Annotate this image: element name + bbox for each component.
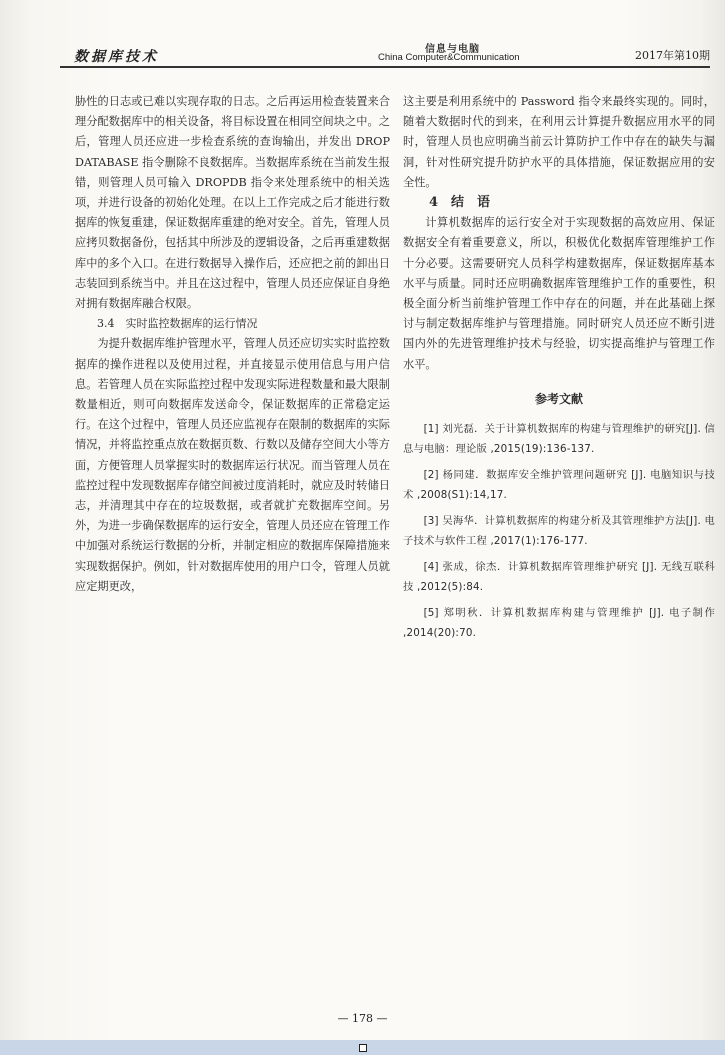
- journal-brand-cn: 信息与电脑: [425, 44, 480, 55]
- paragraph: 这主要是利用系统中的 Password 指令来最终实现的。同时，随着大数据时代的到来，在利用云计算提升数据应用水平的同时，管理人员也应明确当前云计算防护工作中存在的缺失与漏洞，针对性研究提升防护水平的具体措施，保证数据应用的安全性。: [403, 95, 715, 189]
- journal-brand-en: China Computer&Communication: [378, 52, 520, 63]
- bleed-through-shadow: [95, 620, 695, 960]
- right-column: [403, 92, 715, 649]
- reference-item: [2] 杨同建．数据库安全维护管理问题研究 [J]. 电脑知识与技术 ,2008(S1):14,17.: [403, 469, 715, 502]
- scan-marker: [359, 1044, 367, 1052]
- journal-section-title: 数据库技术: [74, 49, 159, 65]
- issue-number: 2017年第10期: [635, 49, 710, 62]
- reference-item: [1] 刘光磊．关于计算机数据库的构建与管理维护的研究[J]. 信息与电脑：理论版 ,2015(19):136-137.: [403, 423, 715, 456]
- reference-item: [4] 张成，徐杰．计算机数据库管理维护研究 [J]. 无线互联科技 ,2012(5):84.: [403, 561, 715, 594]
- paragraph: 胁性的日志或已难以实现存取的日志。之后再运用检查装置来合理分配数据库中的相关设备，将目标设置在相同空间块之中。之后，管理人员还应进一步检查系统的查询输出，并发出 DROP DATABASE 指令删除不良数据库。当数据库系统在当前发生报错，则管理人员可输入 DROPDB 指令来处理系统中的相关选项，并进行设备的初始化处理。在以上工作完成之后才能进行数据库的恢复重建，保证数据库重建的绝对安全。首先，管理人员应拷贝数据备份，包括其中所涉及的逻辑设备，之后再重建数据库中的多个入口。在进行数据导入操作后，还应把之前的卸出日志装回到系统当中。并且在这过程中，管理人员还应保证自身绝对拥有数据库融合权限。: [75, 95, 390, 311]
- reference-item: [5] 郑明秋．计算机数据库构建与管理维护 [J]. 电子制作 ,2014(20):70.: [403, 607, 715, 640]
- subsection-heading: 3.4 实时监控数据库的运行情况: [97, 317, 258, 331]
- header-rule: [60, 66, 710, 68]
- left-column: [75, 92, 390, 597]
- paragraph: 计算机数据库的运行安全对于实现数据的高效应用、保证数据安全有着重要意义，所以，积极优化数据库管理维护工作十分必要。这需要研究人员科学构建数据库，保证数据库基本水平与质量。同时还应明确数据库管理维护工作的重要性，积极全面分析当前维护管理工作中存在的问题，并在此基础上探讨与制定数据库维护与管理措施。同时研究人员还应不断引进国内外的先进管理维护技术与经验，切实提高维护与管理工作水平。: [403, 216, 715, 371]
- references-heading: 参考文献: [534, 391, 583, 406]
- page-number: — 178 —: [337, 1012, 388, 1025]
- paragraph: 为提升数据库维护管理水平，管理人员还应切实实时监控数据库的操作进程以及使用过程，并直接显示使用信息与用户信息。若管理人员在实际监控过程中发现实际进程数量和最大限制数量相近，则可向数据库发送命令，保证数据库的正常稳定运行。在这个过程中，管理人员还应监视存在限制的数据库的实际情况，并将监控重点放在数据页数、行数以及储存空间大小等方面，方便管理人员掌握实时的数据库运行状况。而当管理人员在监控过程中发现数据库存储空间被过度消耗时，就应及时转储日志，并清理其中存在的垃圾数据，或者就扩充数据库空间。另外，为进一步确保数据库的运行安全，管理人员还应在管理工作中加强对系统运行数据的分析，并制定相应的数据库保障措施来实现数据保护。例如，针对数据库使用的用户口令，管理人员就应定期更改，: [75, 337, 390, 593]
- running-header: [60, 40, 710, 66]
- reference-item: [3] 吴海华．计算机数据库的构建分析及其管理维护方法[J]. 电子技术与软件工程 ,2017(1):176-177.: [403, 515, 715, 548]
- section-heading: 4 结 语: [429, 195, 491, 211]
